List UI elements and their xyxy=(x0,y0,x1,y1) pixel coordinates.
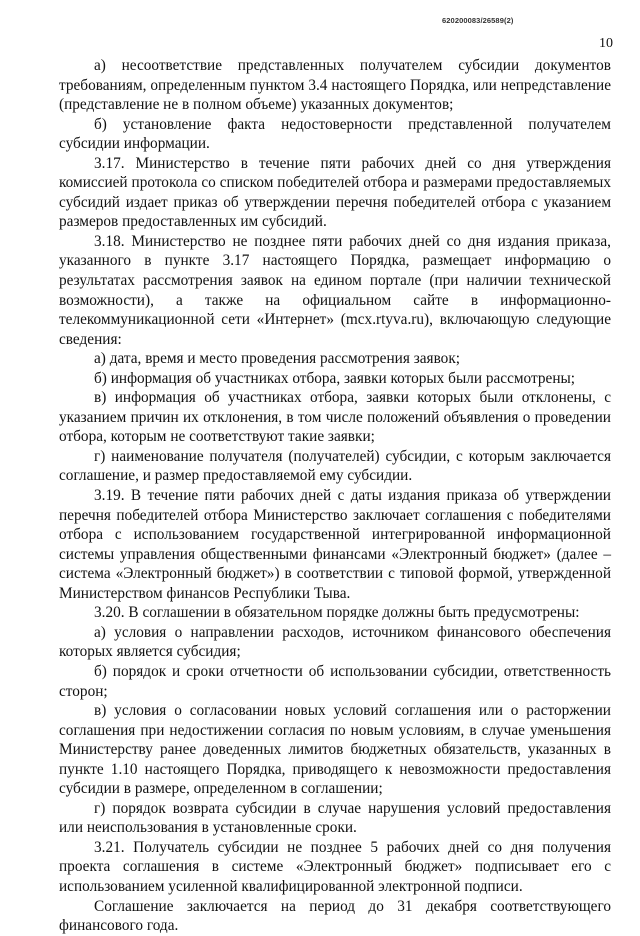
document-body xyxy=(59,56,611,936)
paragraph-3-16-a: а) несоответствие представленных получателем субсидии документов требованиям, определенным пунктом 3.4 настоящего Порядка, или непредставление (представление не в полном объеме) указанных документов; xyxy=(59,57,611,114)
paragraph-3-17: 3.17. Министерство в течение пяти рабочих дней со дня утверждения комиссией протокола со списком победителей отбора и размерами предоставляемых субсидий издает приказ об утверждении перечня победителей отбора с указанием размеров предоставленных им субсидий. xyxy=(59,154,611,231)
paragraph-3-16-b: б) установление факта недостоверности представленной получателем субсидии информации. xyxy=(59,115,611,153)
paragraph-agreement-period: Соглашение заключается на период до 31 декабря соответствующего финансового года. xyxy=(59,897,611,935)
document-id: 620200083/26589(2) xyxy=(442,16,514,25)
paragraph-3-20-c: в) условия о согласовании новых условий соглашения или о расторжении соглашения при недостижении согласия по новым условиям, в случае уменьшения Министерству ранее доведенных лимитов бюджетных обязательств, указанных в пункте 1.10 настоящего Порядка, приводящего к невозможности предоставления субсидии в размере, определенном в соглашении; xyxy=(59,702,611,798)
paragraph-3-20-b: б) порядок и сроки отчетности об использовании субсидии, ответственность сторон; xyxy=(59,662,611,700)
paragraph-3-18-c: в) информация об участниках отбора, заявки которых были отклонены, с указанием причин их отклонения, в том числе положений объявления о проведении отбора, которым не соответствуют такие заявки; xyxy=(59,389,611,446)
paragraph-3-19: 3.19. В течение пяти рабочих дней с даты издания приказа об утверждении перечня победителей отбора Министерство заключает соглашения с победителями отбора с использованием государственной интегрированной информационной системы управления общественными финансами «Электронный бюджет» (далее – система «Электронный бюджет») в соответствии с типовой формой, утвержденной Министерством финансов Республики Тыва. xyxy=(59,487,611,602)
paragraph-3-18-a: а) дата, время и место проведения рассмотрения заявок; xyxy=(94,350,461,368)
paragraph-3-21: 3.21. Получатель субсидии не позднее 5 рабочих дней со дня получения проекта соглашения в системе «Электронный бюджет» подписывает его с использованием усиленной квалифицированной электронной подписи. xyxy=(59,838,611,895)
page-number: 10 xyxy=(599,36,613,51)
paragraph-3-20-d: г) порядок возврата субсидии в случае нарушения условий предоставления или неиспользования в установленные сроки. xyxy=(59,799,611,837)
paragraph-3-18-b: б) информация об участниках отбора, заявки которых были рассмотрены; xyxy=(94,369,576,387)
paragraph-3-20-a: а) условия о направлении расходов, источником финансового обеспечения которых является субсидия; xyxy=(59,623,611,661)
paragraph-3-18-d: г) наименование получателя (получателей) субсидии, с которым заключается соглашение, и размер предоставляемой ему субсидии. xyxy=(59,447,611,485)
paragraph-3-18: 3.18. Министерство не позднее пяти рабочих дней со дня издания приказа, указанного в пункте 3.17 настоящего Порядка, размещает информацию о результатах рассмотрения заявок на едином портале (при наличии технической возможности), а также на официальном сайте в информационно-телекоммуникационной сети «Интернет» (mcx.rtyva.ru), включающую следующие сведения: xyxy=(59,232,611,348)
paragraph-3-20: 3.20. В соглашении в обязательном порядке должны быть предусмотрены: xyxy=(94,604,580,622)
